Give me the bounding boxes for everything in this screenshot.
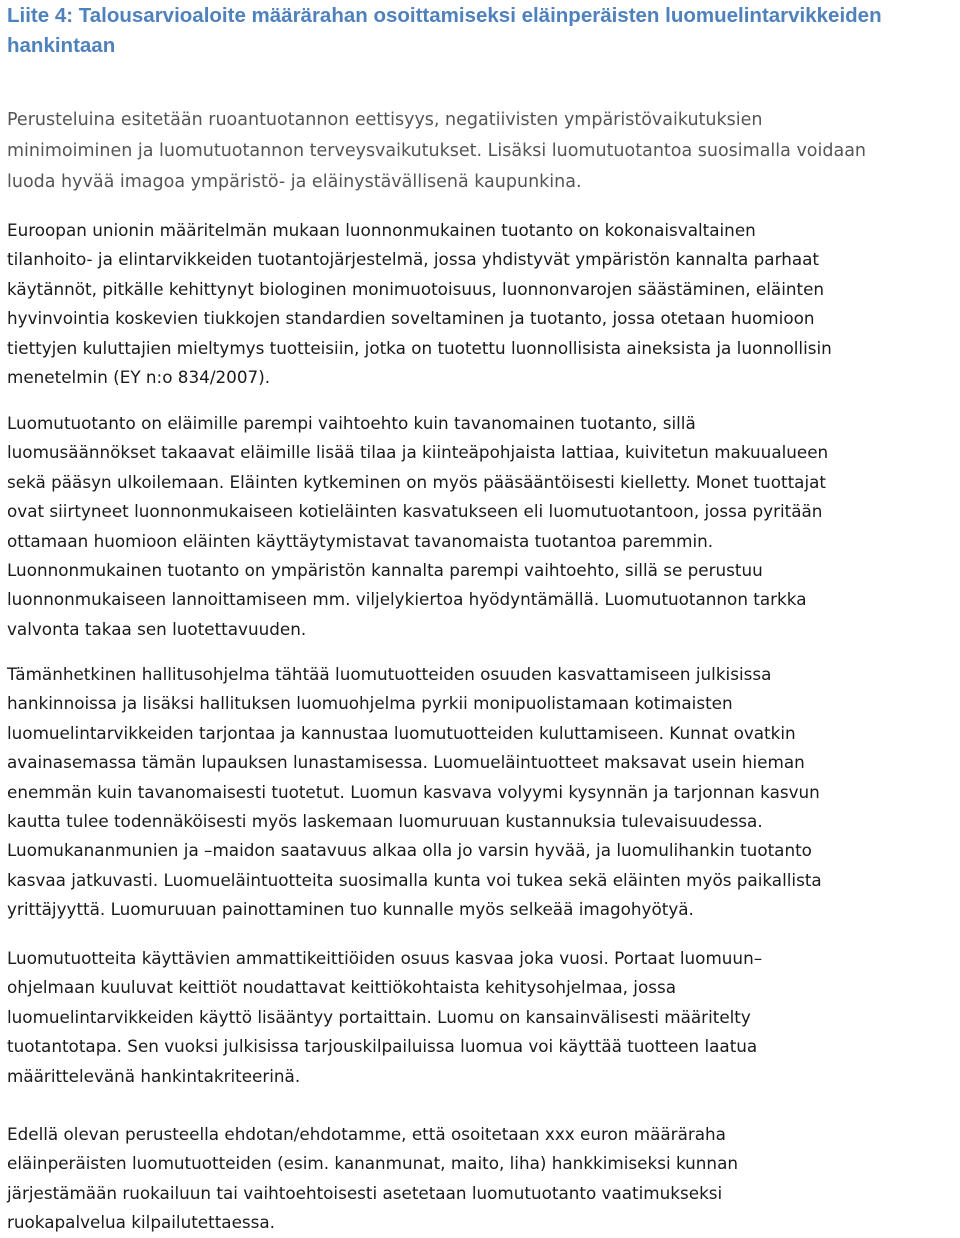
paragraph-professional-kitchens: Luomutuotteita käyttävien ammattikeittiöiden osuus kasvaa joka vuosi. Portaat luomuun– ohjelmaan kuuluvat keittiöt noudattavat keittiökohtaista kehitysohjelmaa, jossa luomuelintarvikkeiden käyttö lisääntyy portaittain. Luomu on kansainvälisesti määritelty tuotantotapa. Sen vuoksi julkisissa tarjouskilpailuissa luomua voi käyttää tuotteen laatua määrittelevänä hankintakriteerinä. [7,948,763,1086]
paragraph-government-program: Tämänhetkinen hallitusohjelma tähtää luomutuotteiden osuuden kasvattamiseen julkisissa hankinnoissa ja lisäksi hallituksen luomuohjelma pyrkii monipuolistamaan kotimaisten luomuelintarvikkeiden tarjontaa ja kannustaa luomutuotteiden kuluttamiseen. Kunnat ovatkin avainasemassa tämän lupauksen lunastamisessa. Luomueläintuotteet maksavat usein hieman enemmän kuin tavanomaisesti tuotetut. Luomun kasvava volyymi kysynnän ja tarjonnan kasvun kautta tulee todennäköisesti myös laskemaan luomuruuan kustannuksia tulevaisuudessa. Luomukananmunien ja –maidon saatavuus alkaa olla jo varsin hyvää, ja luomulihankin tuotanto kasvaa jatkuvasti. Luomueläintuotteita suosimalla kunta voi tukea sekä eläinten myös paikallista yrittäjyyttä. Luomuruuan painottaminen tuo kunnalle myös selkeää imagohyötyä. [7,664,822,920]
paragraph-rationale: Perusteluina esitetään ruoantuotannon eettisyys, negatiivisten ympäristövaikutuksien minimoiminen ja luomutuotannon terveysvaikutukset. Lisäksi luomutuotantoa suosimalla voidaan luoda hyvää imagoa ympäristö- ja eläinystävällisenä kaupunkina. [7,110,867,192]
document-title: Liite 4: Talousarvioaloite määrärahan osoittamiseksi eläinperäisten luomuelintarvikkeiden hankintaan [7,4,882,57]
paragraph-animal-welfare: Luomutuotanto on eläimille parempi vaihtoehto kuin tavanomainen tuotanto, sillä luomusäännökset takaavat eläimille lisää tilaa ja kiinteäpohjaista lattiaa, kuivitetun makuualueen sekä pääsyn ulkoilemaan. Eläinten kytkeminen on myös pääsääntöisesti kielletty. Monet tuottajat ovat siirtyneet luonnonmukaiseen kotieläinten kasvatukseen eli luomutuotantoon, jossa pyritään ottamaan huomioon eläinten käyttäytymistavat tavanomaista tuotantoa paremmin. Luonnonmukainen tuotanto on ympäristön kannalta parempi vaihtoehto, sillä se perustuu luonnonmukaiseen lannoittamiseen mm. viljelykiertoa hyödyntämällä. Luomutuotannon tarkka valvonta takaa sen luotettavuuden. [7,413,829,639]
paragraph-proposal: Edellä olevan perusteella ehdotan/ehdotamme, että osoitetaan xxx euron määräraha eläinperäisten luomutuotteiden (esim. kananmunat, maito, liha) hankkimiseksi kunnan järjestämään ruokailuun tai vaihtoehtoisesti asetetaan luomutuotanto vaatimukseksi ruokapalvelua kilpailutettaessa. [7,1124,738,1233]
paragraph-eu-definition: Euroopan unionin määritelmän mukaan luonnonmukainen tuotanto on kokonaisvaltainen tilanhoito- ja elintarvikkeiden tuotantojärjestelmä, jossa yhdistyvät ympäristön kannalta parhaat käytännöt, pitkälle kehittynyt biologinen monimuotoisuus, luonnonvarojen säästäminen, eläinten hyvinvointia koskevien tiukkojen standardien soveltaminen ja tuotanto, jossa otetaan huomioon tiettyjen kuluttajien mieltymys tuotteisiin, jotka on tuotettu luonnollisista aineksista ja luonnollisin menetelmin (EY n:o 834/2007). [7,220,832,388]
